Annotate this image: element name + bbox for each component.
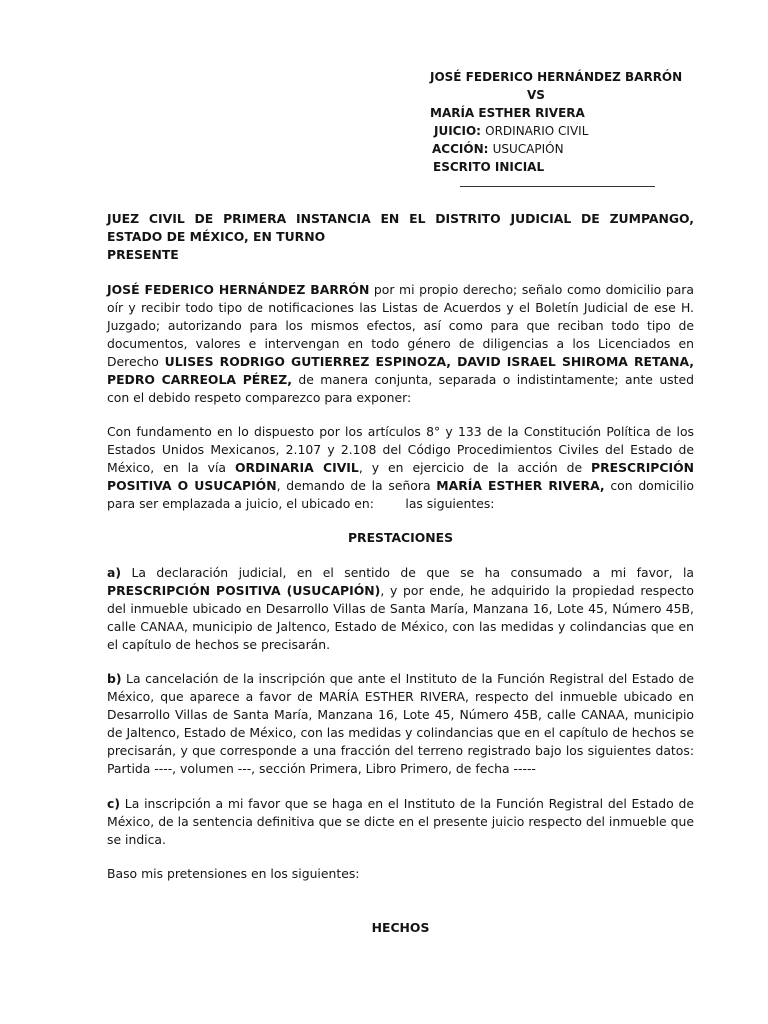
accion-line xyxy=(432,140,564,158)
intro-lawyers: ULISES RODRIGO GUTIERREZ ESPINOZA, DAVID ISRAEL SHIROMA RETANA, PEDRO CARREOLA PÉREZ, xyxy=(107,354,694,387)
fundamento-via: ORDINARIA CIVIL xyxy=(234,460,359,475)
baso-line: Baso mis pretensiones en los siguientes: xyxy=(107,866,360,881)
prestacion-c-label: c) xyxy=(107,796,121,811)
hechos-heading: HECHOS xyxy=(371,920,430,935)
addressee-block xyxy=(107,210,694,264)
intro-paragraph xyxy=(107,281,694,407)
versus-label: VS xyxy=(527,88,545,102)
juicio-line xyxy=(434,122,588,140)
intro-text-1: por mi propio derecho; señalo como domicilio para oír y recibir todo tipo de notificaciones las Listas de Acuerdos y el Boletín Judicial de ese H. Juzgado; autorizando para los mismos efectos, así como para que reciban todo tipo de documentos, valores e intervengan en todo género de diligencias a los Licenciados en Derecho xyxy=(107,282,694,369)
prestacion-c-text: La inscripción a mi favor que se haga en el Instituto de la Función Registral del Estado de México, de la sentencia definitiva que se dicte en el presente juicio respecto del inmueble que se indica. xyxy=(107,796,694,847)
fundamento-accion: PRESCRIPCIÓN POSITIVA O USUCAPIÓN xyxy=(107,460,694,493)
prestaciones-heading: PRESTACIONES xyxy=(347,530,454,545)
fundamento-demandada: MARÍA ESTHER RIVERA, xyxy=(436,478,605,493)
prestacion-c xyxy=(107,795,694,849)
fundamento-text-1: Con fundamento en lo dispuesto por los artículos 8° y 133 de la Constitución Política de los Estados Unidos Mexicanos, 2.107 y 2.108 del Código Procedimientos Civiles del Estado de México, en la vía xyxy=(107,424,694,475)
accion-value: USUCAPIÓN xyxy=(492,142,564,156)
prestacion-b-label: b) xyxy=(107,671,122,686)
prestacion-a xyxy=(107,564,694,654)
prestacion-b-text: La cancelación de la inscripción que ante el Instituto de la Función Registral del Estado de México, que aparece a favor de MARÍA ESTHER RIVERA, respecto del inmueble ubicado en Desarrollo Villas de Santa María, Manzana 16, Lote 45, Número 45B, calle CANAA, municipio de Jaltenco, Estado de México, con las medidas y colindancias que en el capítulo de hechos se precisarán, y que corresponde a una fracción del terreno registrado bajo los siguientes datos: Partida ----, volumen ---, sección Primera, Libro Primero, de fecha ----- xyxy=(107,671,694,776)
presente-line: PRESENTE xyxy=(107,247,179,262)
fundamento-text-3: , demando de la señora xyxy=(276,478,437,493)
prestacion-a-text-1: La declaración judicial, en el sentido de que se ha consumado a mi favor, la xyxy=(121,565,694,580)
prestacion-b xyxy=(107,670,694,778)
juicio-label: JUICIO: xyxy=(434,124,481,138)
intro-text-2: de manera conjunta, separada o indistintamente; ante usted con el debido respeto comparezco para exponer: xyxy=(107,372,694,405)
intro-name: JOSÉ FEDERICO HERNÁNDEZ BARRÓN xyxy=(107,282,370,297)
caption-rule xyxy=(460,186,655,187)
fundamento-text-4: con domicilio para ser emplazada a juicio, el ubicado en: las siguientes: xyxy=(107,478,698,511)
prestacion-a-text-2: , y por ende, he adquirido la propiedad respecto del inmueble ubicado en Desarrollo Villas de Santa María, Manzana 16, Lote 45, Número 45B, calle CANAA, municipio de Jaltenco, Estado de México, con las medidas y colindancias que en el capítulo de hechos se precisarán. xyxy=(107,583,694,652)
accion-label: ACCIÓN: xyxy=(432,142,489,156)
prestacion-a-bold: PRESCRIPCIÓN POSITIVA (USUCAPIÓN) xyxy=(107,583,381,598)
defendant-name: MARÍA ESTHER RIVERA xyxy=(430,106,585,120)
plaintiff-name: JOSÉ FEDERICO HERNÁNDEZ BARRÓN xyxy=(430,70,683,84)
fundamento-text-2: , y en ejercicio de la acción de xyxy=(358,460,592,475)
juicio-value: ORDINARIO CIVIL xyxy=(485,124,589,138)
addressee-line: JUEZ CIVIL DE PRIMERA INSTANCIA EN EL DISTRITO JUDICIAL DE ZUMPANGO, ESTADO DE MÉXICO, EN TURNO xyxy=(107,211,694,244)
document-type: ESCRITO INICIAL xyxy=(433,160,545,174)
fundamento-paragraph xyxy=(107,423,698,513)
prestacion-a-label: a) xyxy=(107,565,122,580)
